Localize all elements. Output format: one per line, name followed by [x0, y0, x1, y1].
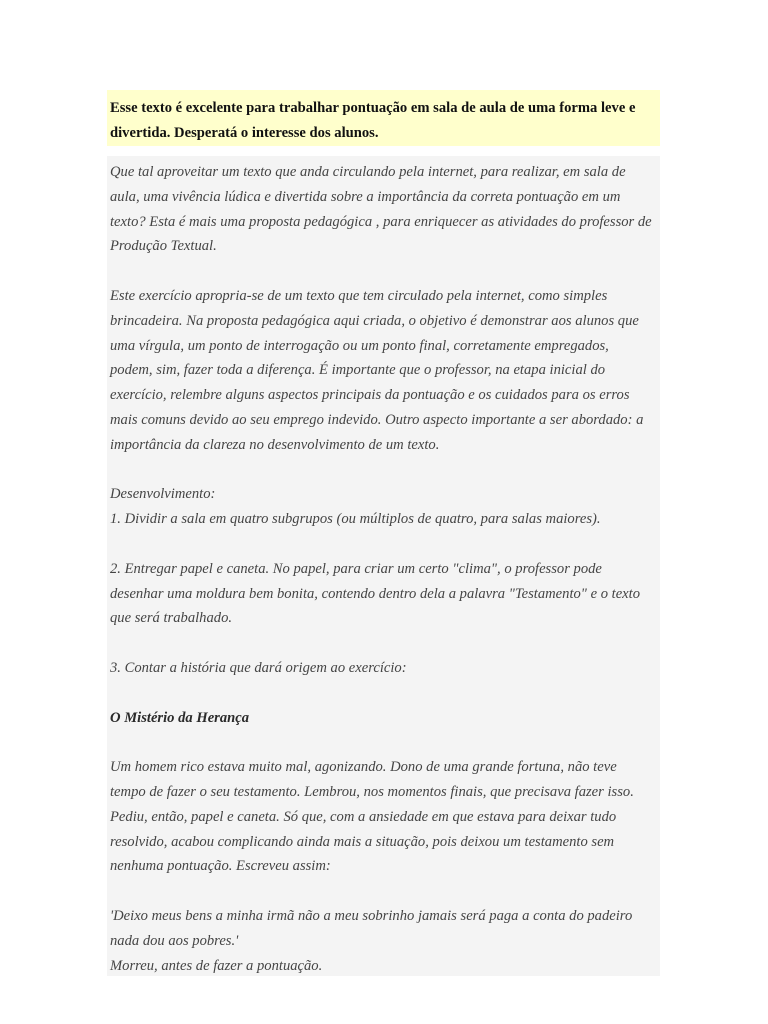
- intro-text: Esse texto é excelente para trabalhar pontuação em sala de aula de uma forma leve e divertida. Desperatá o interesse dos alunos.: [110, 100, 636, 141]
- spacer: [110, 879, 652, 904]
- paragraph-intro: Que tal aproveitar um texto que anda circulando pela internet, para realizar, em sala de aula, uma vivência lúdica e divertida sobre a importância da correta pontuação em um texto? Esta é mais uma proposta pedagógica , para enriquecer as atividades do professor de Produção Textual.: [110, 164, 652, 255]
- step-2: 2. Entregar papel e caneta. No papel, para criar um certo "clima", o professor pode desenhar uma moldura bem bonita, contendo dentro dela a palavra "Testamento" e o texto que será trabalhado.: [110, 560, 640, 627]
- step-3: 3. Contar a história que dará origem ao exercício:: [110, 659, 407, 676]
- development-heading: Desenvolvimento:: [110, 486, 216, 503]
- article-body: [107, 156, 660, 976]
- step-1: 1. Dividir a sala em quatro subgrupos (ou múltiplos de quatro, para salas maiores).: [110, 511, 601, 528]
- story-paragraph: Um homem rico estava muito mal, agonizando. Dono de uma grande fortuna, não teve tempo de fazer o seu testamento. Lembrou, nos momentos finais, que precisava fazer isso. Pediu, então, papel e caneta. Só que, com a ansiedade em que estava para deixar tudo resolvido, acabou complicando ainda mais a situação, pois deixou um testamento sem nenhuma pontuação. Escreveu assim:: [110, 759, 634, 875]
- testament-quote: 'Deixo meus bens a minha irmã não a meu sobrinho jamais será paga a conta do padeiro nada dou aos pobres.': [110, 907, 633, 949]
- intro-highlight-box: [107, 90, 660, 146]
- story-title: O Mistério da Herança: [110, 709, 250, 726]
- paragraph-exercise: Este exercício apropria-se de um texto que tem circulado pela internet, como simples brincadeira. Na proposta pedagógica aqui criada, o objetivo é demonstrar aos alunos que uma vírgula, um ponto de interrogação ou um ponto final, corretamente empregados, podem, sim, fazer toda a diferença. É importante que o professor, na etapa inicial do exercício, relembre alguns aspectos principais da pontuação e os cuidados para os erros mais comuns devido ao seu emprego indevido. Outro aspecto importante a ser abordado: a importância da clareza no desenvolvimento de um texto.: [110, 287, 644, 453]
- story-ending: Morreu, antes de fazer a pontuação.: [110, 957, 323, 974]
- spacer: [110, 532, 652, 557]
- spacer: [110, 631, 652, 656]
- spacer: [110, 730, 652, 755]
- spacer: [110, 259, 652, 284]
- spacer: [110, 458, 652, 483]
- spacer: [110, 681, 652, 706]
